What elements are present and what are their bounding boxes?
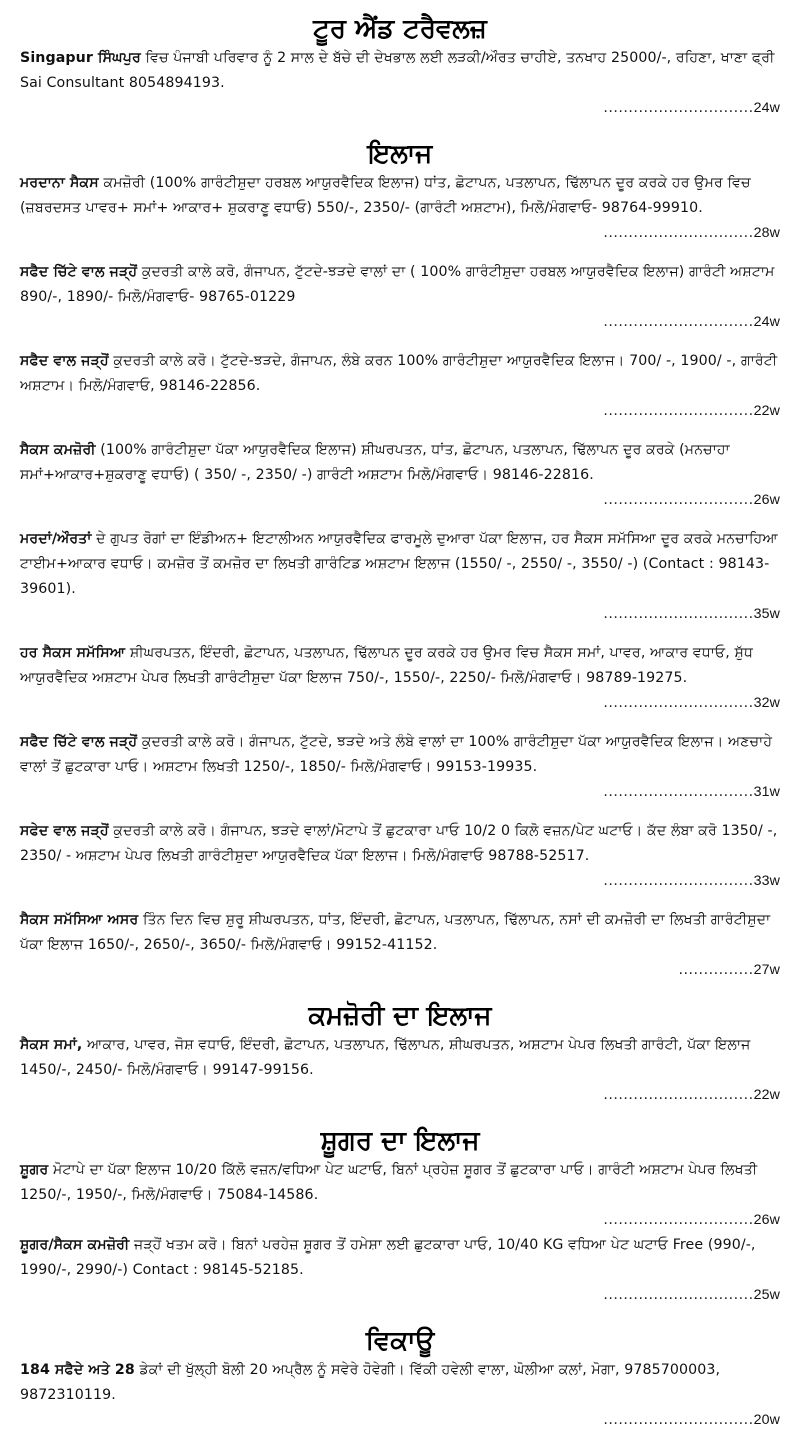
- ad-code-line: [20, 1208, 780, 1233]
- section-heading: ਇਲਾਜ: [367, 139, 433, 169]
- ad-code: 26w: [753, 1212, 780, 1228]
- ad-code: 28w: [753, 225, 780, 241]
- ad-keyword: ਸਫੈਦ ਚਿੱਟੇ ਵਾਲ ਜੜ੍ਹੋਂ: [20, 264, 138, 280]
- ad-listing: [20, 641, 780, 716]
- ad-text: ਜੜ੍ਹੋਂ ਖਤਮ ਕਰੋ। ਬਿਨਾਂ ਪਰਹੇਜ਼ ਸ਼ੂਗਰ ਤੋਂ ਹਮੇਸ਼ਾ ਲਈ ਛੁਟਕਾਰਾ ਪਾਓ, 10/40 KG ਵਧਿਆ ਪੇਟ ਘਟਾਓ Free (990/-, 1990/-, 2990/-) Contact : 98145-52185.: [20, 1237, 756, 1278]
- section-heading: ਵਿਕਾਊ: [365, 1326, 435, 1356]
- ad-text: ਡੇਕਾਂ ਦੀ ਖੁੱਲ੍ਹੀ ਬੋਲੀ 20 ਅਪ੍ਰੈਲ ਨੂੰ ਸਵੇਰੇ ਹੋਵੇਗੀ। ਵਿੱਕੀ ਹਵੇਲੀ ਵਾਲਾ, ਘੋਲੀਆ ਕਲਾਂ, ਮੋਗਾ, 9785700003, 9872310119.: [20, 1362, 721, 1403]
- section-sugar-treatment: [20, 1112, 780, 1308]
- ad-text: ਸ਼ੀਘਰਪਤਨ, ਇੰਦਰੀ, ਛੋਟਾਪਨ, ਪਤਲਾਪਨ, ਢਿੱਲਾਪਨ ਦੂਰ ਕਰਕੇ ਹਰ ਉਮਰ ਵਿਚ ਸੈਕਸ ਸਮਾਂ, ਪਾਵਰ, ਆਕਾਰ ਵਧਾਓ, ਸ਼ੁੱਧ ਆਯੁਰਵੈਦਿਕ ਅਸ਼ਟਾਮ ਪੇਪਰ ਲਿਖਤੀ ਗਾਰੰਟੀਸ਼ੁਦਾ ਪੱਕਾ ਇਲਾਜ 750/-, 1550/-, 2250/- ਮਿਲੋ/ਮੰਗਵਾਓ। 98789-19275.: [20, 645, 754, 686]
- dot-leader: ..............................: [603, 1287, 754, 1303]
- ad-code-line: [20, 1083, 780, 1108]
- section-for-sale: [20, 1312, 780, 1433]
- ad-code-line: [20, 310, 780, 335]
- ad-text: ਕੁਦਰਤੀ ਕਾਲੇ ਕਰੋ। ਗੰਜਾਪਨ, ਝੜਦੇ ਵਾਲਾਂ/ਮੋਟਾਪੇ ਤੋਂ ਛੁਟਕਾਰਾ ਪਾਓ 10/2 0 ਕਿਲੋ ਵਜ਼ਨ/ਪੇਟ ਘਟਾਓ। ਕੱਦ ਲੰਬਾ ਕਰੋ 1350/ -, 2350/ - ਅਸ਼ਟਾਮ ਪੇਪਰ ਲਿਖਤੀ ਗਾਰੰਟੀਸ਼ੁਦਾ ਆਯੁਰਵੈਦਿਕ ਪੱਕਾ ਇਲਾਜ। ਮਿਲੋ/ਮੰਗਵਾਓ 98788-52517.: [20, 823, 778, 864]
- ad-text: ਕਮਜ਼ੋਰੀ (100% ਗਾਰੰਟੀਸ਼ੁਦਾ ਹਰਬਲ ਆਯੁਰਵੈਦਿਕ ਇਲਾਜ) ਧਾਂਤ, ਛੋਟਾਪਨ, ਪਤਲਾਪਨ, ਢਿੱਲਾਪਨ ਦੂਰ ਕਰਕੇ ਹਰ ਉਮਰ ਵਿਚ (ਜ਼ਬਰਦਸਤ ਪਾਵਰ+ ਸਮਾਂ+ ਆਕਾਰ+ ਸ਼ੁਕਰਾਣੂ ਵਧਾਓ) 550/-, 2350/- (ਗਾਰੰਟੀ ਅਸ਼ਟਾਮ), ਮਿਲੋ/ਮੰਗਵਾਓ- 98764-99910.: [20, 175, 751, 216]
- ad-keyword: ਸਫੈਦ ਵਾਲ ਜੜ੍ਹੋਂ: [20, 353, 109, 369]
- ad-listing: [20, 171, 780, 246]
- ad-listing: [20, 1233, 780, 1308]
- ad-text: (100% ਗਾਰੰਟੀਸ਼ੁਦਾ ਪੱਕਾ ਆਯੁਰਵੈਦਿਕ ਇਲਾਜ) ਸ਼ੀਘਰਪਤਨ, ਧਾਂਤ, ਛੋਟਾਪਨ, ਪਤਲਾਪਨ, ਢਿੱਲਾਪਨ ਦੂਰ ਕਰਕੇ (ਮਨਚਾਹਾ ਸਮਾਂ+ਆਕਾਰ+ਸ਼ੁਕਰਾਣੂ ਵਧਾਓ) ( 350/ -, 2350/ -) ਗਾਰੰਟੀ ਅਸ਼ਟਾਮ ਮਿਲੋ/ਮੰਗਵਾਓ। 98146-22816.: [20, 442, 730, 483]
- section-heading: ਕਮਜ਼ੋਰੀ ਦਾ ਇਲਾਜ: [308, 1001, 492, 1031]
- ad-text: ਕੁਦਰਤੀ ਕਾਲੇ ਕਰੋ, ਗੰਜਾਪਨ, ਟੁੱਟਦੇ-ਝੜਦੇ ਵਾਲਾਂ ਦਾ ( 100% ਗਾਰੰਟੀਸ਼ੁਦਾ ਹਰਬਲ ਆਯੁਰਵੈਦਿਕ ਇਲਾਜ) ਗਾਰੰਟੀ ਅਸ਼ਟਾਮ 890/-, 1890/- ਮਿਲੋ/ਮੰਗਵਾਓ- 98765-01229: [20, 264, 775, 305]
- ad-keyword: ਸੈਕਸ ਕਮਜ਼ੋਰੀ: [20, 442, 96, 458]
- ad-keyword: Singapur ਸਿੰਘਪੁਰ: [20, 50, 141, 66]
- dot-leader: ..............................: [603, 606, 754, 622]
- dot-leader: ..............................: [603, 100, 754, 116]
- ad-text: ਮੋਟਾਪੇ ਦਾ ਪੱਕਾ ਇਲਾਜ 10/20 ਕਿੱਲੋ ਵਜ਼ਨ/ਵਧਿਆ ਪੇਟ ਘਟਾਓ, ਬਿਨਾਂ ਪ੍ਰਹੇਜ਼ ਸ਼ੂਗਰ ਤੋਂ ਛੁਟਕਾਰਾ ਪਾਓ। ਗਾਰੰਟੀ ਅਸ਼ਟਾਮ ਪੇਪਰ ਲਿਖਤੀ 1250/-, 1950/-, ਮਿਲੋ/ਮੰਗਵਾਓ। 75084-14586.: [20, 1162, 758, 1203]
- ad-listing: [20, 908, 780, 983]
- dot-leader: ..............................: [603, 873, 754, 889]
- ad-code-line: [20, 1408, 780, 1433]
- dot-leader: ..............................: [603, 492, 754, 508]
- ad-keyword: ਮਰਦਾਂ/ਔਰਤਾਂ: [20, 531, 92, 547]
- ad-code-line: [20, 96, 780, 121]
- ad-code: 24w: [753, 314, 780, 330]
- dot-leader: ..............................: [603, 1087, 754, 1103]
- ad-code-line: [20, 691, 780, 716]
- ad-text: ਵਿਚ ਪੰਜਾਬੀ ਪਰਿਵਾਰ ਨੂੰ 2 ਸਾਲ ਦੇ ਬੱਚੇ ਦੀ ਦੇਖਭਾਲ ਲਈ ਲੜਕੀ/ਔਰਤ ਚਾਹੀਏ, ਤਨਖਾਹ 25000/-, ਰਹਿਣਾ, ਖਾਣਾ ਫ੍ਰੀ Sai Consultant 8054894193.: [20, 50, 775, 91]
- ad-listing: [20, 260, 780, 335]
- ad-code-line: [20, 602, 780, 627]
- ad-code: 33w: [753, 873, 780, 889]
- ad-keyword: ਸ਼ੂਗਰ: [20, 1162, 49, 1178]
- ad-code-line: [20, 1283, 780, 1308]
- dot-leader: ..............................: [603, 695, 754, 711]
- ad-code: 27w: [753, 962, 780, 978]
- ad-code-line: [20, 488, 780, 513]
- ad-listing: [20, 349, 780, 424]
- ad-code: 35w: [753, 606, 780, 622]
- dot-leader: ..............................: [603, 1212, 754, 1228]
- ad-code: 32w: [753, 695, 780, 711]
- ad-code-line: [20, 399, 780, 424]
- ad-listing: [20, 819, 780, 894]
- ad-keyword: ਮਰਦਾਨਾ ਸੈਕਸ: [20, 175, 99, 191]
- ad-listing: [20, 1158, 780, 1233]
- dot-leader: ..............................: [603, 403, 754, 419]
- dot-leader: ..............................: [603, 784, 754, 800]
- ad-keyword: ਸ਼ੂਗਰ/ਸੈਕਸ ਕਮਜ਼ੋਰੀ: [20, 1237, 130, 1253]
- ad-code: 24w: [753, 100, 780, 116]
- ad-code: 22w: [753, 403, 780, 419]
- section-tours-travels: [20, 0, 780, 121]
- ad-listing: [20, 46, 780, 121]
- ad-keyword: ਸੈਕਸ ਸਮੱਸਿਆ ਅਸਰ: [20, 912, 139, 928]
- ad-listing: [20, 527, 780, 627]
- ad-listing: [20, 1033, 780, 1108]
- ad-text: ਕੁਦਰਤੀ ਕਾਲੇ ਕਰੋ। ਗੰਜਾਪਨ, ਟੁੱਟਦੇ, ਝੜਦੇ ਅਤੇ ਲੰਬੇ ਵਾਲਾਂ ਦਾ 100% ਗਾਰੰਟੀਸ਼ੁਦਾ ਪੱਕਾ ਆਯੁਰਵੈਦਿਕ ਇਲਾਜ। ਅਣਚਾਹੇ ਵਾਲਾਂ ਤੋਂ ਛੁਟਕਾਰਾ ਪਾਓ। ਅਸ਼ਟਾਮ ਲਿਖਤੀ 1250/-, 1850/- ਮਿਲੋ/ਮੰਗਵਾਓ। 99153-19935.: [20, 734, 773, 775]
- ad-code: 31w: [753, 784, 780, 800]
- ad-keyword: ਸੈਕਸ ਸਮਾਂ,: [20, 1037, 83, 1053]
- ad-keyword: 184 ਸਫੈਦੇ ਅਤੇ 28: [20, 1362, 135, 1378]
- dot-leader: ...............: [678, 962, 754, 978]
- ad-code: 20w: [753, 1412, 780, 1428]
- section-weakness-treatment: [20, 987, 780, 1108]
- dot-leader: ..............................: [603, 225, 754, 241]
- section-heading: ਸ਼ੂਗਰ ਦਾ ਇਲਾਜ: [320, 1126, 480, 1156]
- ad-text: ਆਕਾਰ, ਪਾਵਰ, ਜੋਸ਼ ਵਧਾਓ, ਇੰਦਰੀ, ਛੋਟਾਪਨ, ਪਤਲਾਪਨ, ਢਿੱਲਾਪਨ, ਸ਼ੀਘਰਪਤਨ, ਅਸ਼ਟਾਮ ਪੇਪਰ ਲਿਖਤੀ ਗਾਰੰਟੀ, ਪੱਕਾ ਇਲਾਜ 1450/-, 2450/- ਮਿਲੋ/ਮੰਗਵਾਓ। 99147-99156.: [20, 1037, 751, 1078]
- section-treatment: [20, 125, 780, 983]
- ad-listing: [20, 730, 780, 805]
- ad-text: ਕੁਦਰਤੀ ਕਾਲੇ ਕਰੋ। ਟੁੱਟਦੇ-ਝੜਦੇ, ਗੰਜਾਪਨ, ਲੰਬੇ ਕਰਨ 100% ਗਾਰੰਟੀਸ਼ੁਦਾ ਆਯੁਰਵੈਦਿਕ ਇਲਾਜ। 700/ -, 1900/ -, ਗਾਰੰਟੀ ਅਸ਼ਟਾਮ। ਮਿਲੋ/ਮੰਗਵਾਓ, 98146-22856.: [20, 353, 778, 394]
- ad-code-line: [20, 958, 780, 983]
- ad-code-line: [20, 780, 780, 805]
- dot-leader: ..............................: [603, 1412, 754, 1428]
- ad-code: 26w: [753, 492, 780, 508]
- ad-code: 25w: [753, 1287, 780, 1303]
- section-heading: ਟੂਰ ਐਂਡ ਟਰੈਵਲਜ਼: [313, 14, 487, 44]
- ad-code-line: [20, 221, 780, 246]
- ad-text: ਤਿੰਨ ਦਿਨ ਵਿਚ ਸ਼ੁਰੂ ਸ਼ੀਘਰਪਤਨ, ਧਾਂਤ, ਇੰਦਰੀ, ਛੋਟਾਪਨ, ਪਤਲਾਪਨ, ਢਿੱਲਾਪਨ, ਨਸਾਂ ਦੀ ਕਮਜ਼ੋਰੀ ਦਾ ਲਿਖਤੀ ਗਾਰੰਟੀਸ਼ੁਦਾ ਪੱਕਾ ਇਲਾਜ 1650/-, 2650/-, 3650/- ਮਿਲੋ/ਮੰਗਵਾਓ। 99152-41152.: [20, 912, 771, 953]
- ad-code-line: [20, 869, 780, 894]
- ad-listing: [20, 438, 780, 513]
- ad-keyword: ਸਫੈਦ ਚਿੱਟੇ ਵਾਲ ਜੜ੍ਹੋਂ: [20, 734, 138, 750]
- dot-leader: ..............................: [603, 314, 754, 330]
- ad-keyword: ਸਫੇਦ ਵਾਲ ਜੜ੍ਹੋਂ: [20, 823, 109, 839]
- ad-text: ਦੇ ਗੁਪਤ ਰੋਗਾਂ ਦਾ ਇੰਡੀਅਨ+ ਇਟਾਲੀਅਨ ਆਯੁਰਵੈਦਿਕ ਫਾਰਮੂਲੇ ਦੁਆਰਾ ਪੱਕਾ ਇਲਾਜ, ਹਰ ਸੈਕਸ ਸਮੱਸਿਆ ਦੂਰ ਕਰਕੇ ਮਨਚਾਹਿਆ ਟਾਈਮ+ਆਕਾਰ ਵਧਾਓ। ਕਮਜ਼ੋਰ ਤੋਂ ਕਮਜ਼ੋਰ ਦਾ ਲਿਖਤੀ ਗਾਰੰਟਿਡ ਅਸ਼ਟਾਮ ਇਲਾਜ (1550/ -, 2550/ -, 3550/ -) (Contact : 98143-39601).: [20, 531, 778, 597]
- ad-keyword: ਹਰ ਸੈਕਸ ਸਮੱਸਿਆ: [20, 645, 126, 661]
- ad-code: 22w: [753, 1087, 780, 1103]
- ad-listing: [20, 1358, 780, 1433]
